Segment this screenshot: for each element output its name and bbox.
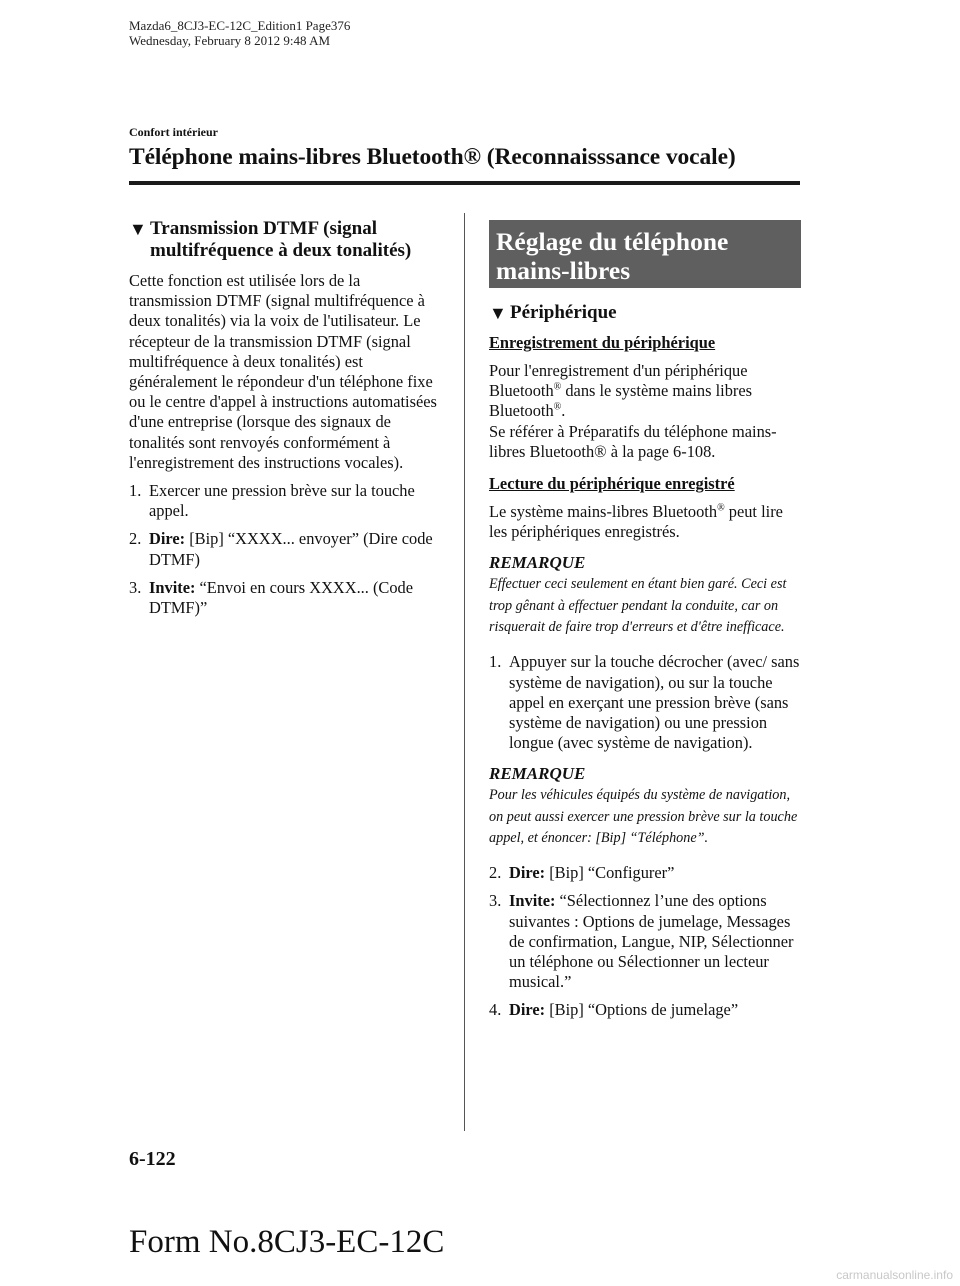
step-label: Dire: bbox=[149, 529, 186, 549]
step-label: Dire: bbox=[509, 1000, 546, 1020]
watermark: carmanualsonline.info bbox=[836, 1268, 953, 1282]
step-number: 3. bbox=[129, 577, 142, 597]
step-text: “Sélectionnez l’une des options suivantes : Options de jumelage, Messages de confirmation, Langue, NIP, Sélectionner un téléphone ou Sélectionner un lecteur musical.” bbox=[509, 891, 794, 992]
step-text: Appuyer sur la touche décrocher (avec/ sans système de navigation), ou sur la touche appel en exerçant une pression brève (sans système de navigation) ou une pression longue (avec système de navigation). bbox=[509, 652, 800, 753]
left-column bbox=[129, 218, 441, 626]
right-column bbox=[489, 220, 801, 1029]
registration-paragraph: Pour l'enregistrement d'un périphérique Bluetooth® dans le système mains libres Bluetooth®. bbox=[489, 361, 752, 421]
step-label: Invite: bbox=[509, 891, 556, 911]
step-text: “Envoi en cours XXXX... (Code DTMF)” bbox=[149, 577, 414, 618]
step-number: 2. bbox=[129, 529, 142, 549]
page-title: Téléphone mains-libres Bluetooth® (Reconnaisssance vocale) bbox=[129, 144, 736, 170]
dtmf-heading bbox=[129, 218, 441, 262]
page-number: 6-122 bbox=[129, 1148, 176, 1170]
form-number: Form No.8CJ3-EC-12C bbox=[129, 1224, 445, 1260]
step-text: [Bip] “XXXX... envoyer” (Dire code DTMF) bbox=[149, 529, 433, 569]
right-step-3 bbox=[489, 891, 801, 992]
registered-mark: ® bbox=[553, 381, 562, 393]
print-header-line2: Wednesday, February 8 2012 9:48 AM bbox=[129, 33, 331, 48]
step-label: Invite: bbox=[149, 577, 196, 597]
note-text-1: Effectuer ceci seulement en étant bien garé. Ceci est trop gênant à effectuer pendant la conduite, car on risquerait de faire trop d'erreurs et d'être inefficace. bbox=[489, 576, 787, 636]
section-banner: Réglage du téléphone mains-libres bbox=[489, 220, 801, 288]
step-text: Exercer une pression brève sur la touche appel. bbox=[149, 481, 415, 521]
print-header bbox=[129, 18, 350, 48]
dtmf-paragraph: Cette fonction est utilisée lors de la transmission DTMF (signal multifréquence à deux tonalités) via la voix de l'utilisateur. Le récepteur de la transmission DTMF (signal multifréquence à deux tonalités) est généralement le répondeur d'un téléphone fixe ou le centre d'appel à instructions automatisées d'une entreprise (lorsque des signaux de tonalités sont renvoyés conformément à l'enregistrement des instructions vocales). bbox=[129, 271, 437, 472]
step-number: 3. bbox=[489, 891, 502, 911]
right-step-1 bbox=[489, 652, 801, 753]
step-number: 2. bbox=[489, 863, 502, 883]
right-step-4 bbox=[489, 1000, 801, 1020]
title-rule bbox=[129, 181, 800, 185]
step-number: 1. bbox=[129, 481, 142, 501]
section-label: Confort intérieur bbox=[129, 125, 218, 139]
right-step-2 bbox=[489, 863, 801, 883]
registered-mark: ® bbox=[553, 401, 562, 413]
left-step-2 bbox=[129, 529, 441, 569]
triangle-down-icon: ▼ bbox=[129, 219, 147, 239]
step-text: [Bip] “Options de jumelage” bbox=[545, 1000, 739, 1020]
registered-mark: ® bbox=[717, 502, 725, 514]
note-heading-1: REMARQUE bbox=[489, 553, 586, 573]
playback-subheading: Lecture du périphérique enregistré bbox=[489, 474, 735, 494]
registration-subheading: Enregistrement du périphérique bbox=[489, 333, 716, 352]
dtmf-heading-text: Transmission DTMF (signal multifréquence à deux tonalités) bbox=[150, 218, 412, 261]
registration-reference: Se référer à Préparatifs du téléphone mains-libres Bluetooth® à la page 6-108. bbox=[489, 421, 777, 461]
playback-paragraph: Le système mains-libres Bluetooth® peut lire les périphériques enregistrés. bbox=[489, 502, 783, 542]
peripherique-heading-text: Périphérique bbox=[510, 302, 617, 323]
left-step-1 bbox=[129, 481, 441, 521]
peripherique-heading bbox=[489, 302, 801, 324]
print-header-line1: Mazda6_8CJ3-EC-12C_Edition1 Page376 bbox=[129, 18, 351, 33]
step-text: [Bip] “Configurer” bbox=[545, 863, 675, 883]
note-text-2: Pour les véhicules équipés du système de navigation, on peut aussi exercer une pression brève sur la touche appel, et énoncer: [Bip] “Téléphone”. bbox=[489, 787, 798, 846]
step-label: Dire: bbox=[509, 863, 546, 883]
left-step-3 bbox=[129, 578, 441, 618]
note-heading-2: REMARQUE bbox=[489, 764, 586, 784]
step-number: 4. bbox=[489, 1000, 502, 1020]
triangle-down-icon: ▼ bbox=[489, 303, 507, 323]
step-number: 1. bbox=[489, 652, 502, 672]
column-divider bbox=[464, 213, 465, 1131]
